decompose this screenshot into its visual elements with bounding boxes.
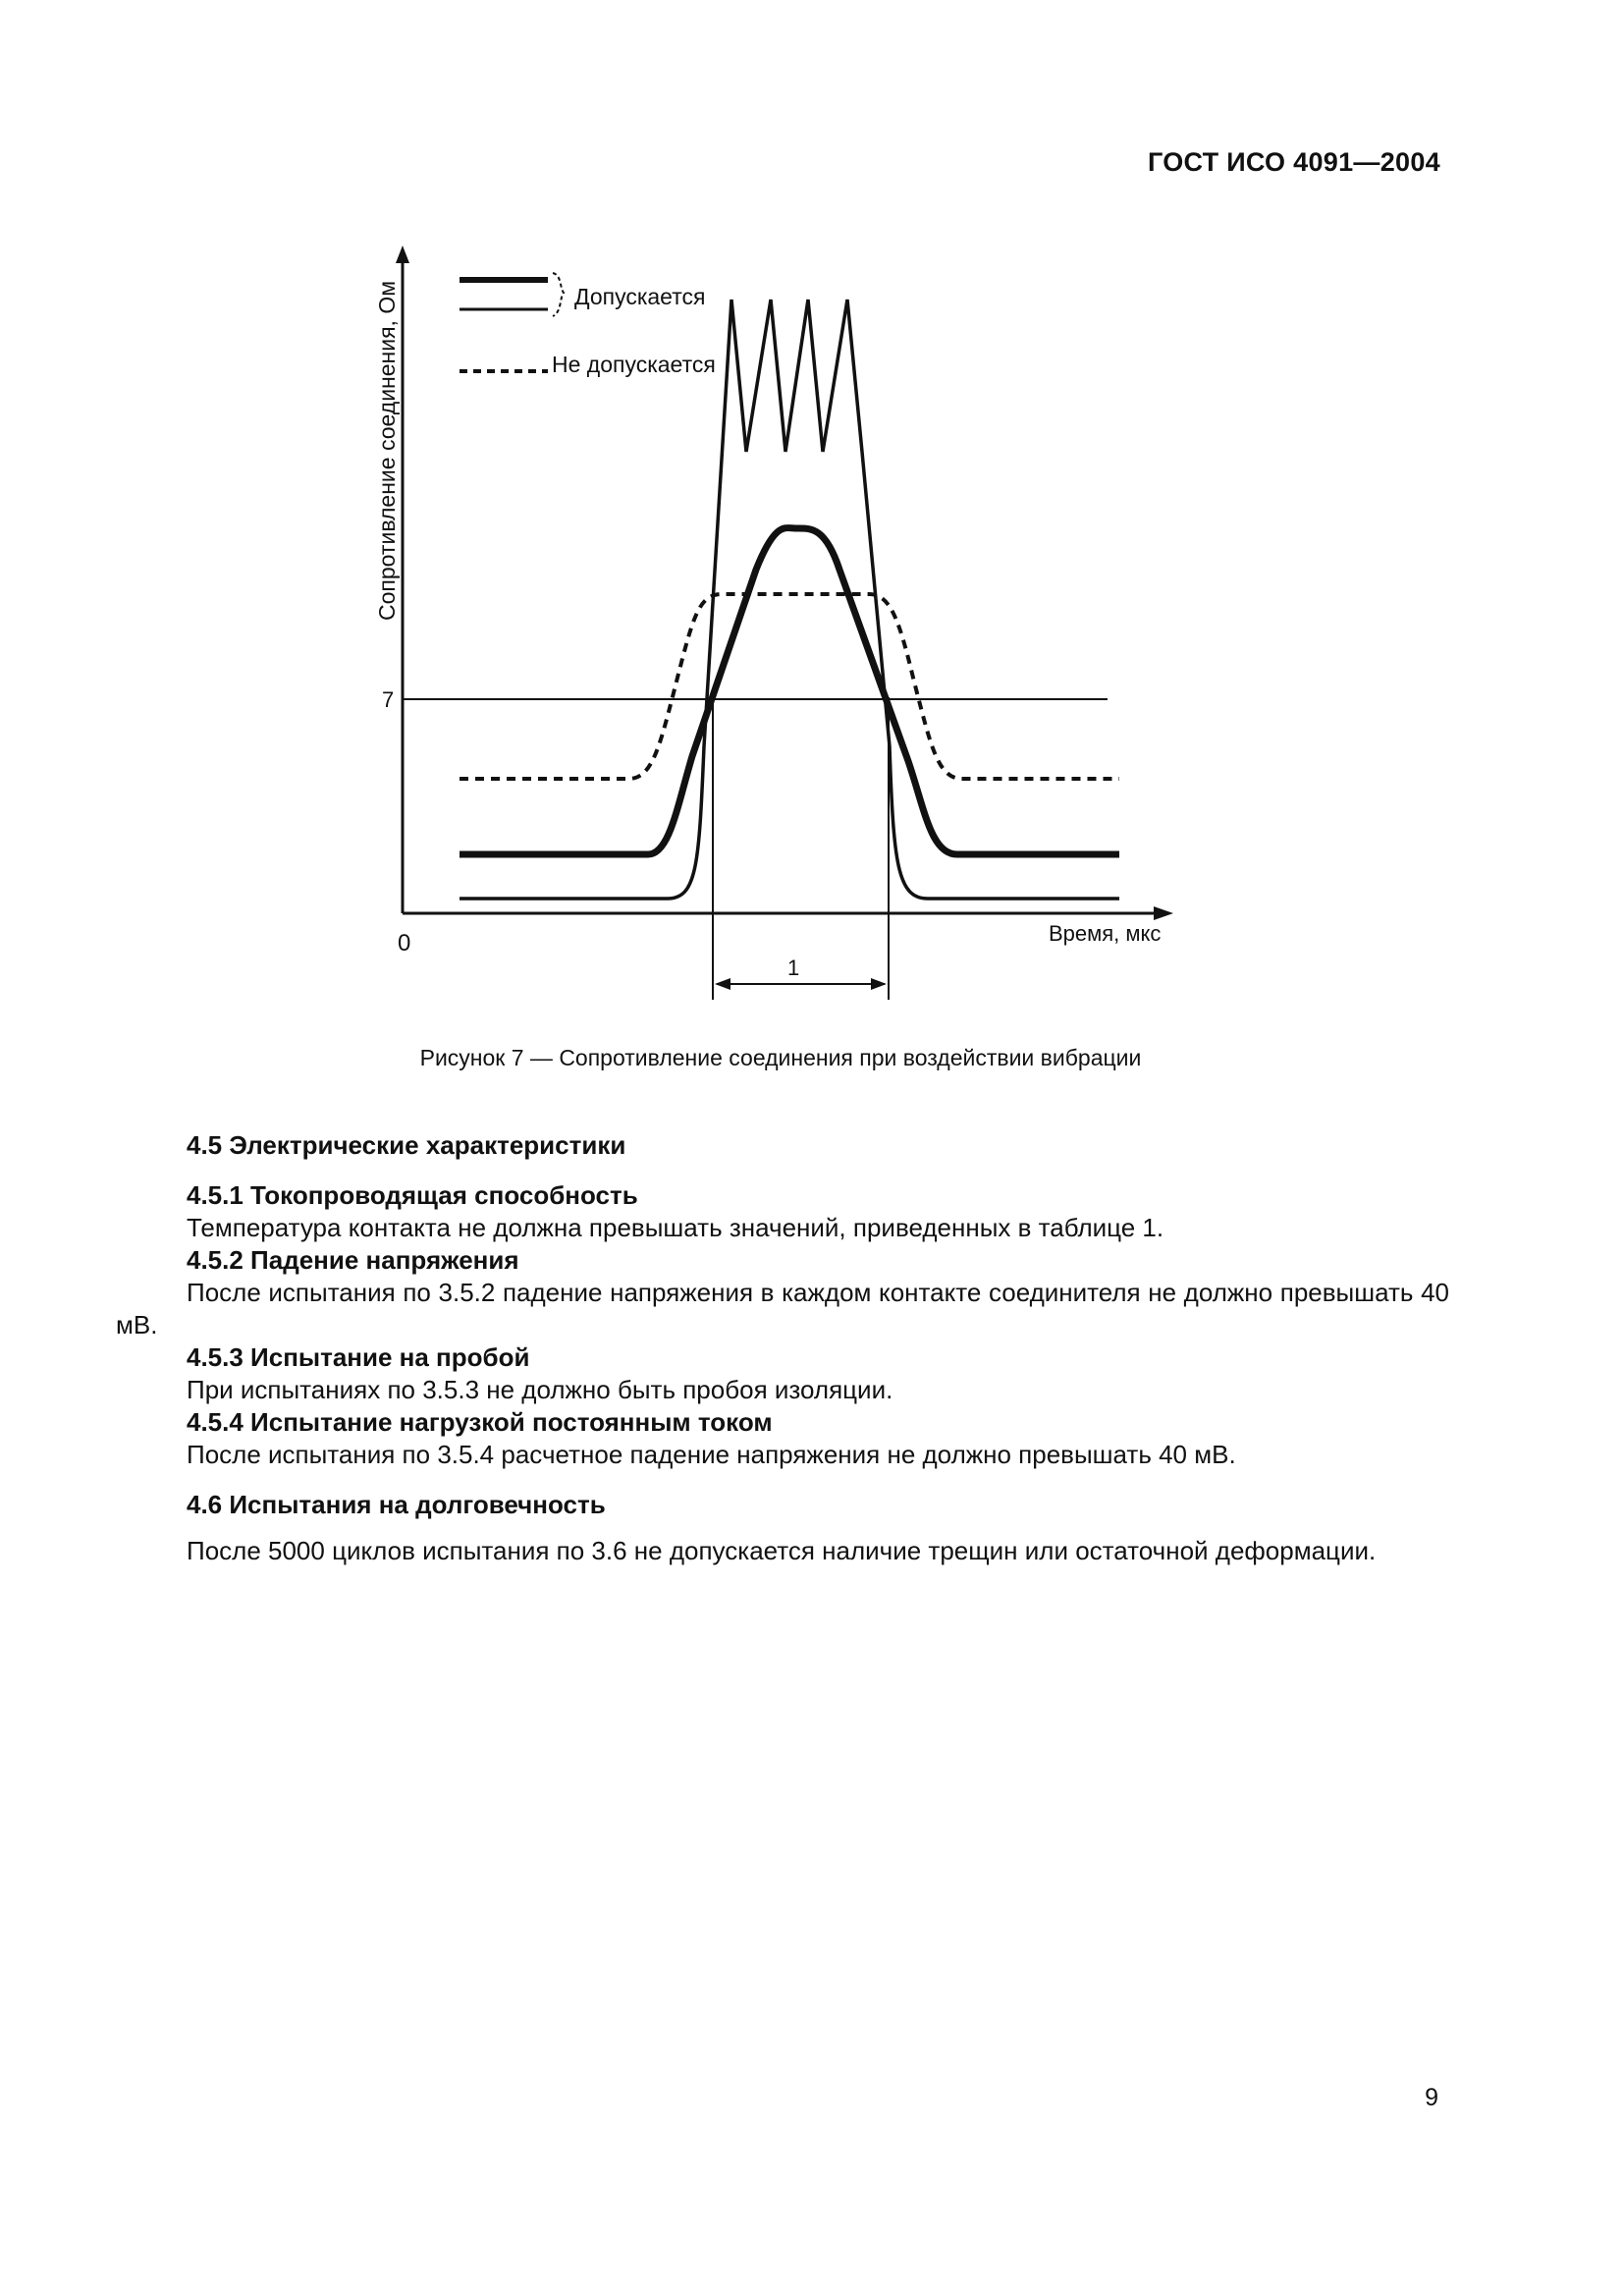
legend-not-allowed-label: Не допускается: [552, 352, 716, 377]
section-4-6-text: После 5000 циклов испытания по 3.6 не допускается наличие трещин или остаточной деформации.: [187, 1536, 1377, 1565]
origin-label: 0: [398, 930, 411, 957]
y-axis-label: Сопротивление соединения, Ом: [374, 280, 400, 621]
section-4-5-1-title: 4.5.1 Токопроводящая способность: [187, 1180, 638, 1210]
interval-arrow-right: [871, 978, 887, 990]
x-axis-label: Время, мкс: [1049, 921, 1162, 946]
section-4-5-1-text: Температура контакта не должна превышать значений, приведенных в таблице 1.: [187, 1213, 1164, 1242]
x-axis-arrow: [1154, 906, 1173, 920]
page-number: 9: [1425, 2084, 1438, 2111]
figure-caption: Рисунок 7 — Сопротивление соединения при воздействии вибрации: [419, 1045, 1142, 1070]
section-4-5-3-title: 4.5.3 Испытание на пробой: [187, 1342, 530, 1372]
not-allowed-curve: [460, 594, 1119, 779]
section-4-5-2-text: После испытания по 3.5.2 падение напряжения в каждом контакте соединителя не должно превышать 40 мВ.: [116, 1278, 1449, 1339]
document-code: ГОСТ ИСО 4091—2004: [1147, 147, 1440, 177]
section-4-6-title: 4.6 Испытания на долговечность: [187, 1490, 606, 1519]
legend-allowed-label: Допускается: [574, 284, 706, 309]
y-axis-arrow: [396, 246, 409, 263]
section-4-5-title: 4.5 Электрические характеристики: [187, 1130, 626, 1160]
section-4-5-4-title: 4.5.4 Испытание нагрузкой постоянным током: [187, 1407, 773, 1437]
interval-label: 1: [787, 956, 800, 980]
section-4-5-2-title: 4.5.2 Падение напряжения: [187, 1245, 519, 1275]
allowed-thin-curve: [460, 300, 1119, 899]
section-4-5-3-text: При испытаниях по 3.5.3 не должно быть пробоя изоляции.: [187, 1375, 893, 1404]
threshold-label: 7: [382, 687, 395, 712]
document-body: [116, 1129, 1449, 1567]
legend-brace: [553, 273, 564, 316]
section-4-5-4-text: После испытания по 3.5.4 расчетное падение напряжения не должно превышать 40 мВ.: [187, 1440, 1236, 1469]
allowed-thick-curve: [460, 528, 1119, 854]
interval-arrow-left: [715, 978, 730, 990]
resistance-vibration-figure: [0, 0, 1623, 1041]
